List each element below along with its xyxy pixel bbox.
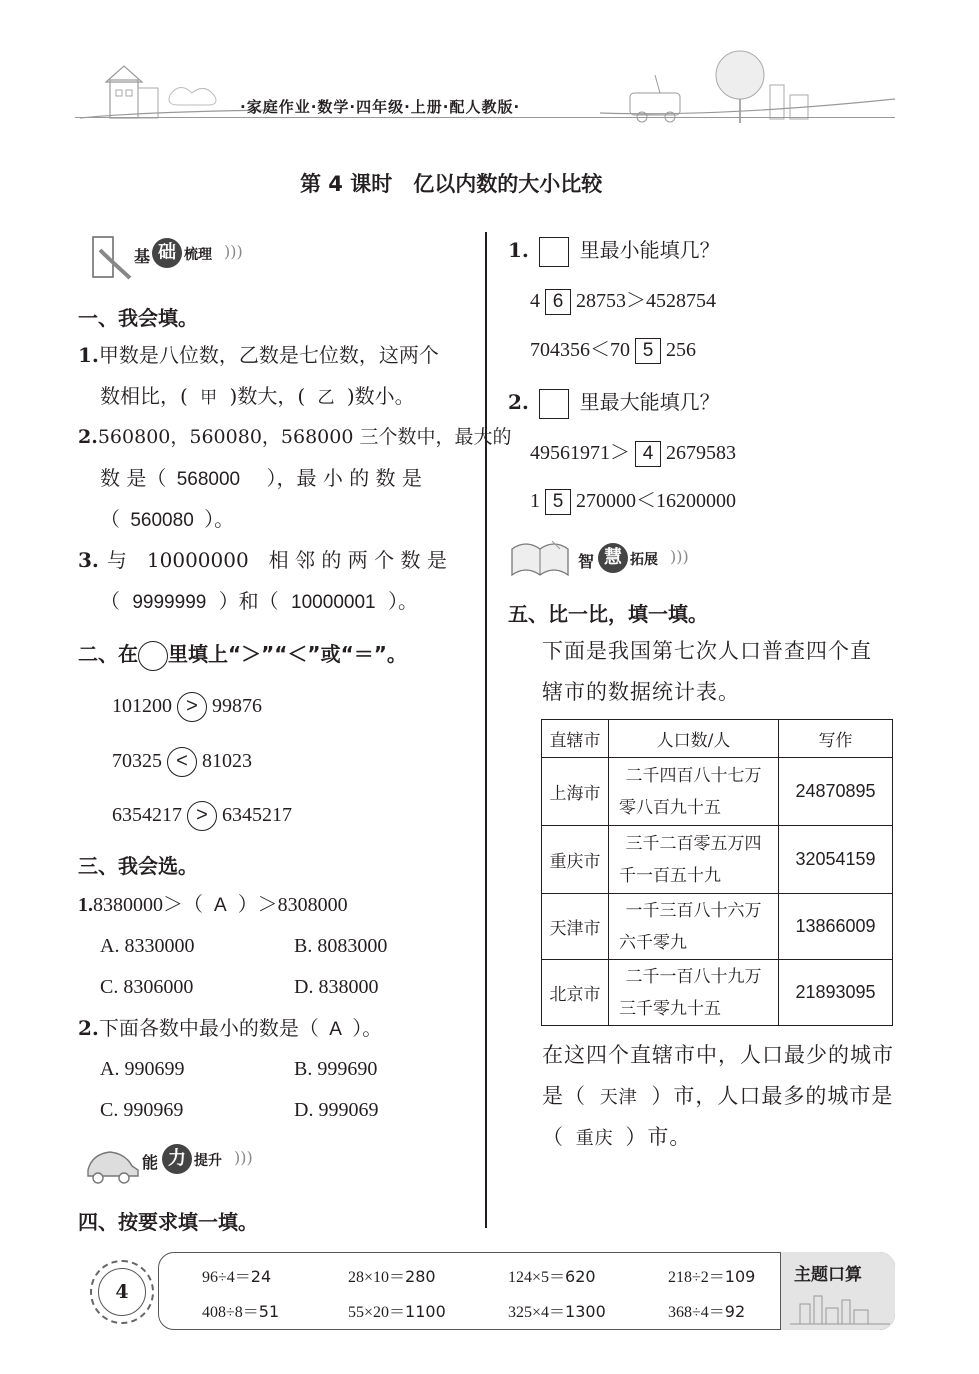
part1-q2-text1: 560800，560080，568000 三个数中，最大的 (97, 426, 512, 448)
footer (90, 1250, 895, 1332)
banner-waves: ))) (224, 242, 243, 261)
row-words-2: 千一百五十九 (619, 865, 721, 886)
calc-expr: 96÷4＝ (202, 1269, 251, 1286)
calc-answer: 109 (724, 1267, 756, 1286)
book-icon (88, 232, 138, 282)
part5-conclusion2-b: ）市，人口最多的城市是 (651, 1084, 894, 1108)
part1-q1-text2c: )数小。 (346, 384, 415, 408)
calc-item (508, 1299, 606, 1322)
compare-2-left: 70325 (112, 750, 162, 772)
table-header-row (542, 720, 893, 758)
header-decoration-left (70, 60, 270, 130)
part1-q1-text2a: 数相比，( (100, 384, 188, 408)
part3-q1-stem-a: 8380000＞（ (93, 894, 203, 916)
compare-2-right: 81023 (202, 750, 252, 772)
part4-q2-line2-b: 270000＜16200000 (576, 490, 736, 512)
part5-conclusion-line1: 在这四个直辖市中，人口最少的城市 (542, 1043, 894, 1067)
calc-answer: 280 (405, 1267, 436, 1286)
row-words-1: 二千一百八十九万 (625, 966, 762, 987)
compare-row-3 (112, 801, 292, 831)
part1-q2-num: 2. (78, 426, 98, 448)
row-words (609, 894, 779, 960)
part1-q3-line1 (78, 546, 447, 574)
part5-conclusion2-a: 是（ (542, 1084, 586, 1108)
row-number: 21893095 (779, 960, 893, 1026)
part3-q2-stem (78, 1014, 382, 1044)
part4-q2-text: 里最大能填几？ (579, 390, 720, 414)
part4-q1-line2-a: 704356＜70 (530, 339, 630, 361)
part5-intro-line1: 下面是我国第七次人口普查四个直 (542, 639, 872, 663)
row-words-1: 一千三百八十六万 (625, 900, 762, 921)
row-words-1: 三千二百零五万四 (625, 833, 762, 854)
part5-conclusion-line3 (542, 1123, 691, 1153)
table-header-city: 直辖市 (542, 720, 609, 758)
part1-q3-text1: 与 10000000 相 邻 的 两 个 数 是 (106, 548, 447, 572)
part4-q2-line1-b: 2679583 (666, 442, 736, 464)
calc-answer: 1300 (565, 1302, 606, 1321)
row-words (609, 960, 779, 1026)
part1-q1-text2b: )数大，( (229, 384, 306, 408)
part3-q1-num: 1. (78, 894, 93, 916)
part1-q2-line3 (100, 505, 234, 535)
banner-wisdom-char1: 智 (578, 552, 595, 571)
part1-q2-answer2: 560080 (130, 510, 194, 531)
part1-q3-text2a: （ (100, 589, 120, 613)
calc-item (668, 1299, 745, 1322)
part5-conclusion3-b: ）市。 (625, 1125, 692, 1149)
calc-expr: 368÷4＝ (668, 1304, 725, 1321)
row-words-2: 三千零九十五 (619, 998, 721, 1019)
part5-answer1: 天津 (599, 1087, 638, 1108)
part4-q1-stem (508, 236, 720, 267)
part4-q2-num: 2. (508, 390, 529, 414)
part4-q1-answer-box2: 5 (635, 338, 661, 364)
banner-ability-char1: 能 (142, 1153, 159, 1172)
calc-row-1 (202, 1264, 782, 1288)
header-rule (75, 117, 895, 118)
row-words (609, 826, 779, 894)
row-number: 13866009 (779, 894, 893, 960)
calc-answer: 1100 (405, 1302, 446, 1321)
table-row (542, 960, 893, 1026)
car-icon (82, 1144, 142, 1184)
part4-q2-line2 (530, 487, 736, 515)
part4-q2-stem (508, 388, 720, 419)
part1-q3-line2 (100, 587, 418, 617)
row-words (609, 758, 779, 826)
calc-expr: 325×4＝ (508, 1304, 566, 1321)
part4-q1-line2-b: 256 (666, 339, 696, 361)
row-city: 北京市 (542, 960, 609, 1026)
part3-q2-option-d: D. 999069 (294, 1099, 379, 1121)
page-number: 4 (115, 1281, 129, 1303)
part1-q2-answer1: 568000 (176, 469, 241, 490)
part3-q1-stem (78, 891, 348, 920)
part1-q3-answer1: 9999999 (132, 592, 207, 613)
compare-1-right: 99876 (212, 695, 262, 717)
part3-q1-option-d: D. 838000 (294, 976, 379, 998)
part1-q1-answer1: 甲 (200, 388, 218, 407)
banner-basic-char1: 基 (134, 247, 151, 266)
part4-q2-line1-a: 49561971＞ (530, 442, 630, 464)
page-number-inner (98, 1268, 146, 1316)
section-banner-wisdom (508, 535, 718, 585)
part4-q1-line1-b: 28753＞4528754 (576, 290, 716, 312)
row-city: 上海市 (542, 758, 609, 826)
part3-q2-stem-b: ）。 (352, 1016, 383, 1040)
calc-expr: 408÷8＝ (202, 1304, 259, 1321)
calc-item (348, 1299, 446, 1322)
part4-q1-line1-a: 4 (530, 290, 540, 312)
compare-1-left: 101200 (112, 695, 172, 717)
part1-q1-line1 (78, 341, 439, 369)
part1-heading: 一、我会填。 (78, 306, 198, 330)
part5-conclusion3-a: （ (542, 1125, 564, 1149)
calc-item (508, 1264, 596, 1287)
part4-q1-answer-box1: 6 (545, 289, 571, 315)
part3-q2-answer: A (329, 1019, 342, 1040)
compare-3-symbol: > (187, 801, 217, 831)
calc-item (348, 1264, 436, 1287)
part1-q2-text2a: 数 是（ (100, 466, 167, 490)
part1-q3-text2c: ）。 (387, 589, 418, 613)
part4-q1-text: 里最小能填几？ (579, 238, 720, 262)
row-words-1: 二千四百八十七万 (625, 765, 762, 786)
calc-answer: 51 (258, 1302, 280, 1321)
square-blank-icon (539, 389, 569, 419)
part2-heading-b: 里填上“＞”“＜”或“＝”。 (168, 642, 407, 666)
banner-basic-char2: 础 (152, 238, 182, 268)
compare-3-right: 6345217 (222, 804, 292, 826)
calc-answer: 92 (724, 1302, 746, 1321)
open-book-icon (508, 539, 574, 583)
part2-heading (78, 638, 407, 671)
row-city: 天津市 (542, 894, 609, 960)
compare-2-symbol: < (167, 747, 197, 777)
compare-row-1 (112, 692, 262, 722)
part4-q1-line1 (530, 287, 716, 315)
part1-q1-num: 1. (78, 343, 99, 367)
part3-q1-option-b: B. 8083000 (294, 935, 388, 957)
city-skyline-icon (790, 1290, 890, 1326)
compare-1-symbol: > (177, 692, 207, 722)
banner-wisdom-waves: ))) (670, 547, 689, 566)
part1-q3-text2b: ）和（ (218, 589, 279, 613)
calc-item (202, 1299, 279, 1322)
part1-q2-text3b: ）。 (204, 507, 235, 531)
banner-wisdom-char2: 慧 (598, 543, 628, 573)
part4-q1-line2 (530, 336, 696, 364)
part1-q3-answer2: 10000001 (291, 592, 376, 613)
part5-heading: 五、比一比，填一填。 (508, 602, 708, 626)
calc-item (202, 1264, 271, 1287)
calc-row-2 (202, 1299, 782, 1323)
table-row (542, 826, 893, 894)
square-blank-icon (539, 237, 569, 267)
compare-3-left: 6354217 (112, 804, 182, 826)
calc-expr: 218÷2＝ (668, 1269, 725, 1286)
part3-q2-num: 2. (78, 1016, 99, 1040)
row-number: 32054159 (779, 826, 893, 894)
part4-q2-line2-a: 1 (530, 490, 540, 512)
calc-expr: 28×10＝ (348, 1269, 406, 1286)
part1-q1-text1: 甲数是八位数，乙数是七位数，这两个 (98, 343, 439, 367)
calc-answer: 24 (250, 1267, 272, 1286)
part3-q1-option-c: C. 8306000 (100, 976, 194, 998)
row-words-2: 六千零九 (619, 932, 687, 953)
part3-q2-option-a: A. 990699 (100, 1058, 185, 1080)
part3-q2-stem-a: 下面各数中最小的数是（ (98, 1016, 319, 1040)
banner-ability-char2: 力 (162, 1144, 192, 1174)
banner-wisdom-char3: 拓展 (630, 552, 658, 568)
compare-row-2 (112, 747, 252, 777)
circle-blank-icon (138, 641, 168, 671)
part2-heading-a: 二、在 (78, 642, 138, 666)
banner-basic-char3: 梳理 (184, 247, 212, 263)
part4-q2-line1 (530, 439, 736, 467)
part5-intro-line2: 辖市的数据统计表。 (542, 680, 740, 704)
part3-heading: 三、我会选。 (78, 854, 198, 878)
part4-q2-answer-box2: 5 (545, 489, 571, 515)
part1-q2-text2b: ），最 小 的 数 是 (266, 466, 422, 490)
part3-q1-option-a: A. 8330000 (100, 935, 195, 957)
calc-expr: 124×5＝ (508, 1269, 566, 1286)
row-words-2: 零八百九十五 (619, 797, 721, 818)
calc-answer: 620 (565, 1267, 596, 1286)
part1-q2-line2 (100, 464, 422, 494)
part1-q1-line2 (100, 382, 415, 412)
part3-q2-option-b: B. 999690 (294, 1058, 378, 1080)
part3-q1-stem-b: ）＞8308000 (237, 894, 348, 916)
population-table (541, 719, 893, 1026)
header (0, 0, 979, 130)
part4-q1-num: 1. (508, 238, 529, 262)
part1-q1-answer2: 乙 (317, 388, 335, 407)
part5-conclusion-line2 (542, 1082, 893, 1112)
row-city: 重庆市 (542, 826, 609, 894)
footer-label: 主题口算 (794, 1265, 862, 1285)
table-header-population: 人口数/人 (609, 720, 779, 758)
part4-heading: 四、按要求填一填。 (78, 1210, 258, 1234)
banner-ability-waves: ))) (234, 1148, 253, 1167)
calc-expr: 55×20＝ (348, 1304, 406, 1321)
section-banner-ability (82, 1140, 282, 1186)
banner-ability-char3: 提升 (194, 1153, 222, 1169)
table-header-written: 写作 (779, 720, 893, 758)
lesson-title: 第 4 课时 亿以内数的大小比较 (300, 172, 603, 196)
row-number: 24870895 (779, 758, 893, 826)
part1-q2-text3a: （ (100, 507, 120, 531)
series-title: ·家庭作业·数学·四年级·上册·配人教版· (240, 98, 521, 116)
column-divider (485, 232, 487, 1228)
part4-q2-answer-box1: 4 (635, 441, 661, 467)
table-row (542, 758, 893, 826)
part3-q2-option-c: C. 990969 (100, 1099, 184, 1121)
table-row (542, 894, 893, 960)
section-banner-basic (88, 232, 268, 282)
part1-q3-num: 3. (78, 548, 99, 572)
calc-item (668, 1264, 755, 1287)
part1-q2-line1 (78, 423, 511, 451)
part3-q1-answer: A (214, 895, 227, 916)
part5-answer2: 重庆 (575, 1128, 614, 1149)
